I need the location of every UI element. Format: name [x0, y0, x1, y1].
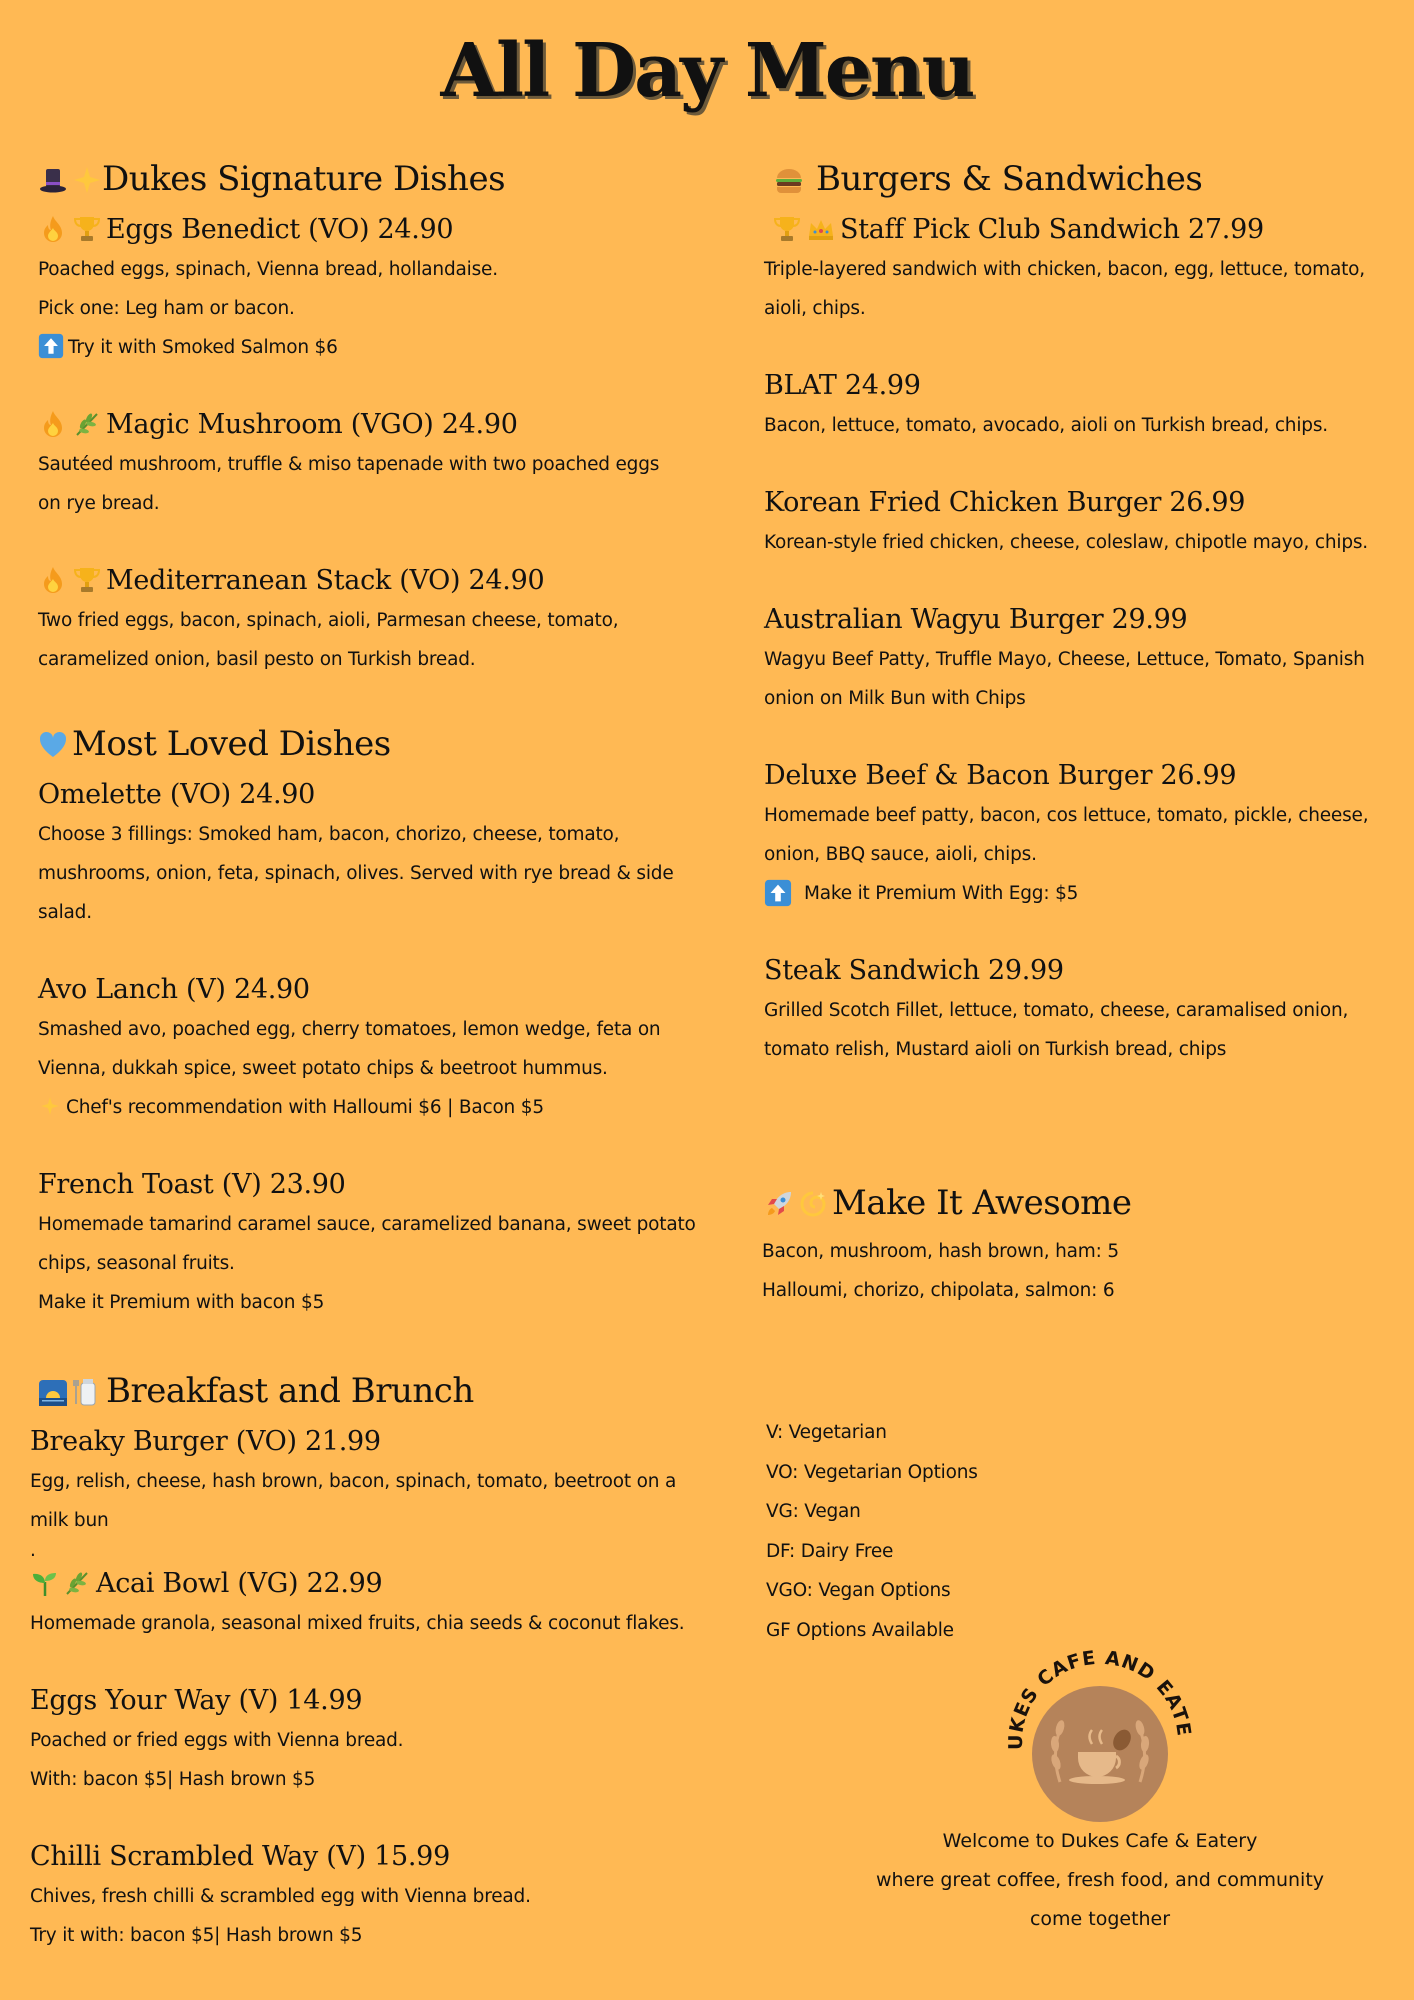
- item-upgrade: Try it with Smoked Salmon $6: [38, 328, 718, 367]
- make-it-awesome-section: [764, 1174, 1404, 1310]
- item-mediterranean-stack: Mediterranean Stack (VO) 24.90: [38, 559, 718, 601]
- logo-text: UKES CAFE AND EATE: [1004, 1646, 1195, 1750]
- item-desc: Two fried eggs, bacon, spinach, aioli, Parmesan cheese, tomato,: [38, 610, 619, 631]
- item-desc: tomato relish, Mustard aioli on Turkish bread, chips: [764, 1039, 1227, 1060]
- item-staff-pick-club: Staff Pick Club Sandwich 27.99: [772, 208, 1404, 250]
- welcome-line: come together: [1029, 1908, 1171, 1930]
- item-desc: Poached eggs, spinach, Vienna bread, hollandaise.: [38, 259, 498, 280]
- section-title-breakfast: Breakfast and Brunch: [38, 1362, 720, 1420]
- item-desc: Bacon, lettuce, tomato, avocado, aioli on Turkish bread, chips.: [764, 415, 1328, 436]
- item-desc: Vienna, dukkah spice, sweet potato chips & beetroot hummus.: [38, 1058, 608, 1079]
- item-avo-lanch: Avo Lanch (V) 24.90: [38, 973, 310, 1005]
- item-omelette: Omelette (VO) 24.90: [38, 778, 315, 810]
- section-title-most-loved: Most Loved Dishes: [38, 715, 718, 773]
- sparkle-icon: [72, 164, 100, 194]
- item-desc: Triple-layered sandwich with chicken, bacon, egg, lettuce, tomato,: [764, 259, 1365, 280]
- item-desc: Try it with: bacon $5| Hash brown $5: [30, 1925, 363, 1946]
- legend-item: VG: Vegan: [766, 1501, 861, 1522]
- page-title: All Day Menu: [440, 28, 974, 114]
- item-desc: caramelized onion, basil pesto on Turkish bread.: [38, 649, 476, 670]
- fire-icon: [38, 409, 70, 439]
- item-desc: salad.: [38, 902, 92, 923]
- trophy-icon: [72, 565, 104, 595]
- item-desc: Egg, relish, cheese, hash brown, bacon, spinach, tomato, beetroot on a: [30, 1471, 677, 1492]
- item-recommendation: Chef's recommendation with Halloumi $6 | Bacon $5: [38, 1088, 718, 1127]
- milk-fork-icon: [72, 1376, 104, 1406]
- item-desc: onion on Milk Bun with Chips: [764, 688, 1026, 709]
- left-column: [38, 150, 718, 1358]
- herb-icon: [62, 1568, 94, 1598]
- item-acai-bowl: Acai Bowl (VG) 22.99: [30, 1562, 720, 1604]
- item-desc: chips, seasonal fruits.: [38, 1253, 235, 1274]
- legend-item: VO: Vegetarian Options: [766, 1461, 978, 1483]
- extras-line: Halloumi, chorizo, chipolata, salmon: 6: [762, 1280, 1115, 1301]
- item-breaky-burger: Breaky Burger (VO) 21.99: [30, 1425, 381, 1457]
- crown-icon: [806, 214, 838, 244]
- section-title-signature: Dukes Signature Dishes: [38, 150, 718, 208]
- item-desc: Choose 3 fillings: Smoked ham, bacon, chorizo, cheese, tomato,: [38, 824, 620, 845]
- item-wagyu-burger: Australian Wagyu Burger 29.99: [764, 603, 1188, 635]
- welcome-line: where great coffee, fresh food, and community: [875, 1869, 1325, 1891]
- up-arrow-icon: [38, 333, 66, 363]
- blue-heart-icon: [38, 729, 70, 759]
- top-hat-icon: [38, 164, 70, 194]
- trophy-icon: [772, 214, 804, 244]
- item-desc: Homemade tamarind caramel sauce, caramelized banana, sweet potato: [38, 1214, 696, 1235]
- item-french-toast: French Toast (V) 23.90: [38, 1168, 346, 1200]
- dietary-legend: [766, 1413, 978, 1650]
- item-magic-mushroom: Magic Mushroom (VGO) 24.90: [38, 403, 718, 445]
- sunrise-icon: [38, 1376, 70, 1406]
- item-desc: Pick one: Leg ham or bacon.: [38, 298, 295, 319]
- item-korean-fried-chicken: Korean Fried Chicken Burger 26.99: [764, 486, 1246, 518]
- item-desc: Smashed avo, poached egg, cherry tomatoes, lemon wedge, feta on: [38, 1019, 661, 1040]
- item-steak-sandwich: Steak Sandwich 29.99: [764, 954, 1064, 986]
- item-deluxe-beef-bacon: Deluxe Beef & Bacon Burger 26.99: [764, 759, 1237, 791]
- item-desc: Poached or fried eggs with Vienna bread.: [30, 1730, 404, 1751]
- trophy-icon: [72, 214, 104, 244]
- item-eggs-benedict: Eggs Benedict (VO) 24.90: [38, 208, 718, 250]
- dizzy-icon: [798, 1188, 830, 1218]
- item-desc: Grilled Scotch Fillet, lettuce, tomato, cheese, caramalised onion,: [764, 1000, 1349, 1021]
- item-blat: BLAT 24.99: [764, 369, 921, 401]
- item-eggs-your-way: Eggs Your Way (V) 14.99: [30, 1684, 363, 1716]
- item-desc: Wagyu Beef Patty, Truffle Mayo, Cheese, Lettuce, Tomato, Spanish: [764, 649, 1365, 670]
- legend-item: GF Options Available: [766, 1619, 954, 1641]
- item-desc: With: bacon $5| Hash brown $5: [30, 1769, 316, 1790]
- legend-item: V: Vegetarian: [766, 1422, 887, 1443]
- burger-icon: [774, 164, 814, 194]
- legend-item: VGO: Vegan Options: [766, 1580, 951, 1601]
- section-title-burgers: Burgers & Sandwiches: [774, 150, 1404, 208]
- welcome-line: Welcome to Dukes Cafe & Eatery: [942, 1830, 1258, 1852]
- item-desc: onion, BBQ sauce, aioli, chips.: [764, 844, 1037, 865]
- item-upgrade: Make it Premium With Egg: $5: [764, 874, 1404, 913]
- legend-item: DF: Dairy Free: [766, 1540, 894, 1562]
- item-desc: mushrooms, onion, feta, spinach, olives. Served with rye bread & side: [38, 863, 674, 884]
- sparkle-icon: [38, 1093, 64, 1123]
- breakfast-section: [30, 1362, 720, 1955]
- welcome-message: [830, 1822, 1370, 1939]
- section-title-awesome: Make It Awesome: [764, 1174, 1404, 1232]
- cafe-logo: [1000, 1632, 1200, 1832]
- item-desc: aioli, chips.: [764, 298, 866, 319]
- item-desc: milk bun: [30, 1510, 109, 1531]
- item-desc: on rye bread.: [38, 493, 160, 514]
- seedling-icon: [30, 1568, 60, 1598]
- up-arrow-icon: [764, 879, 802, 909]
- item-desc: .: [30, 1540, 36, 1561]
- item-desc: Korean-style fried chicken, cheese, coleslaw, chipotle mayo, chips.: [764, 532, 1368, 553]
- item-desc: Sautéed mushroom, truffle & miso tapenade with two poached eggs: [38, 454, 660, 475]
- item-chilli-scrambled: Chilli Scrambled Way (V) 15.99: [30, 1840, 450, 1872]
- item-desc: Make it Premium with bacon $5: [38, 1292, 325, 1313]
- item-desc: Homemade granola, seasonal mixed fruits, chia seeds & coconut flakes.: [30, 1613, 685, 1634]
- right-column: [764, 150, 1404, 1069]
- fire-icon: [38, 214, 70, 244]
- fire-icon: [38, 565, 70, 595]
- extras-line: Bacon, mushroom, hash brown, ham: 5: [762, 1241, 1119, 1262]
- item-desc: Chives, fresh chilli & scrambled egg with Vienna bread.: [30, 1886, 531, 1907]
- item-desc: Homemade beef patty, bacon, cos lettuce, tomato, pickle, cheese,: [764, 805, 1369, 826]
- rocket-icon: [764, 1188, 796, 1218]
- herb-icon: [72, 409, 104, 439]
